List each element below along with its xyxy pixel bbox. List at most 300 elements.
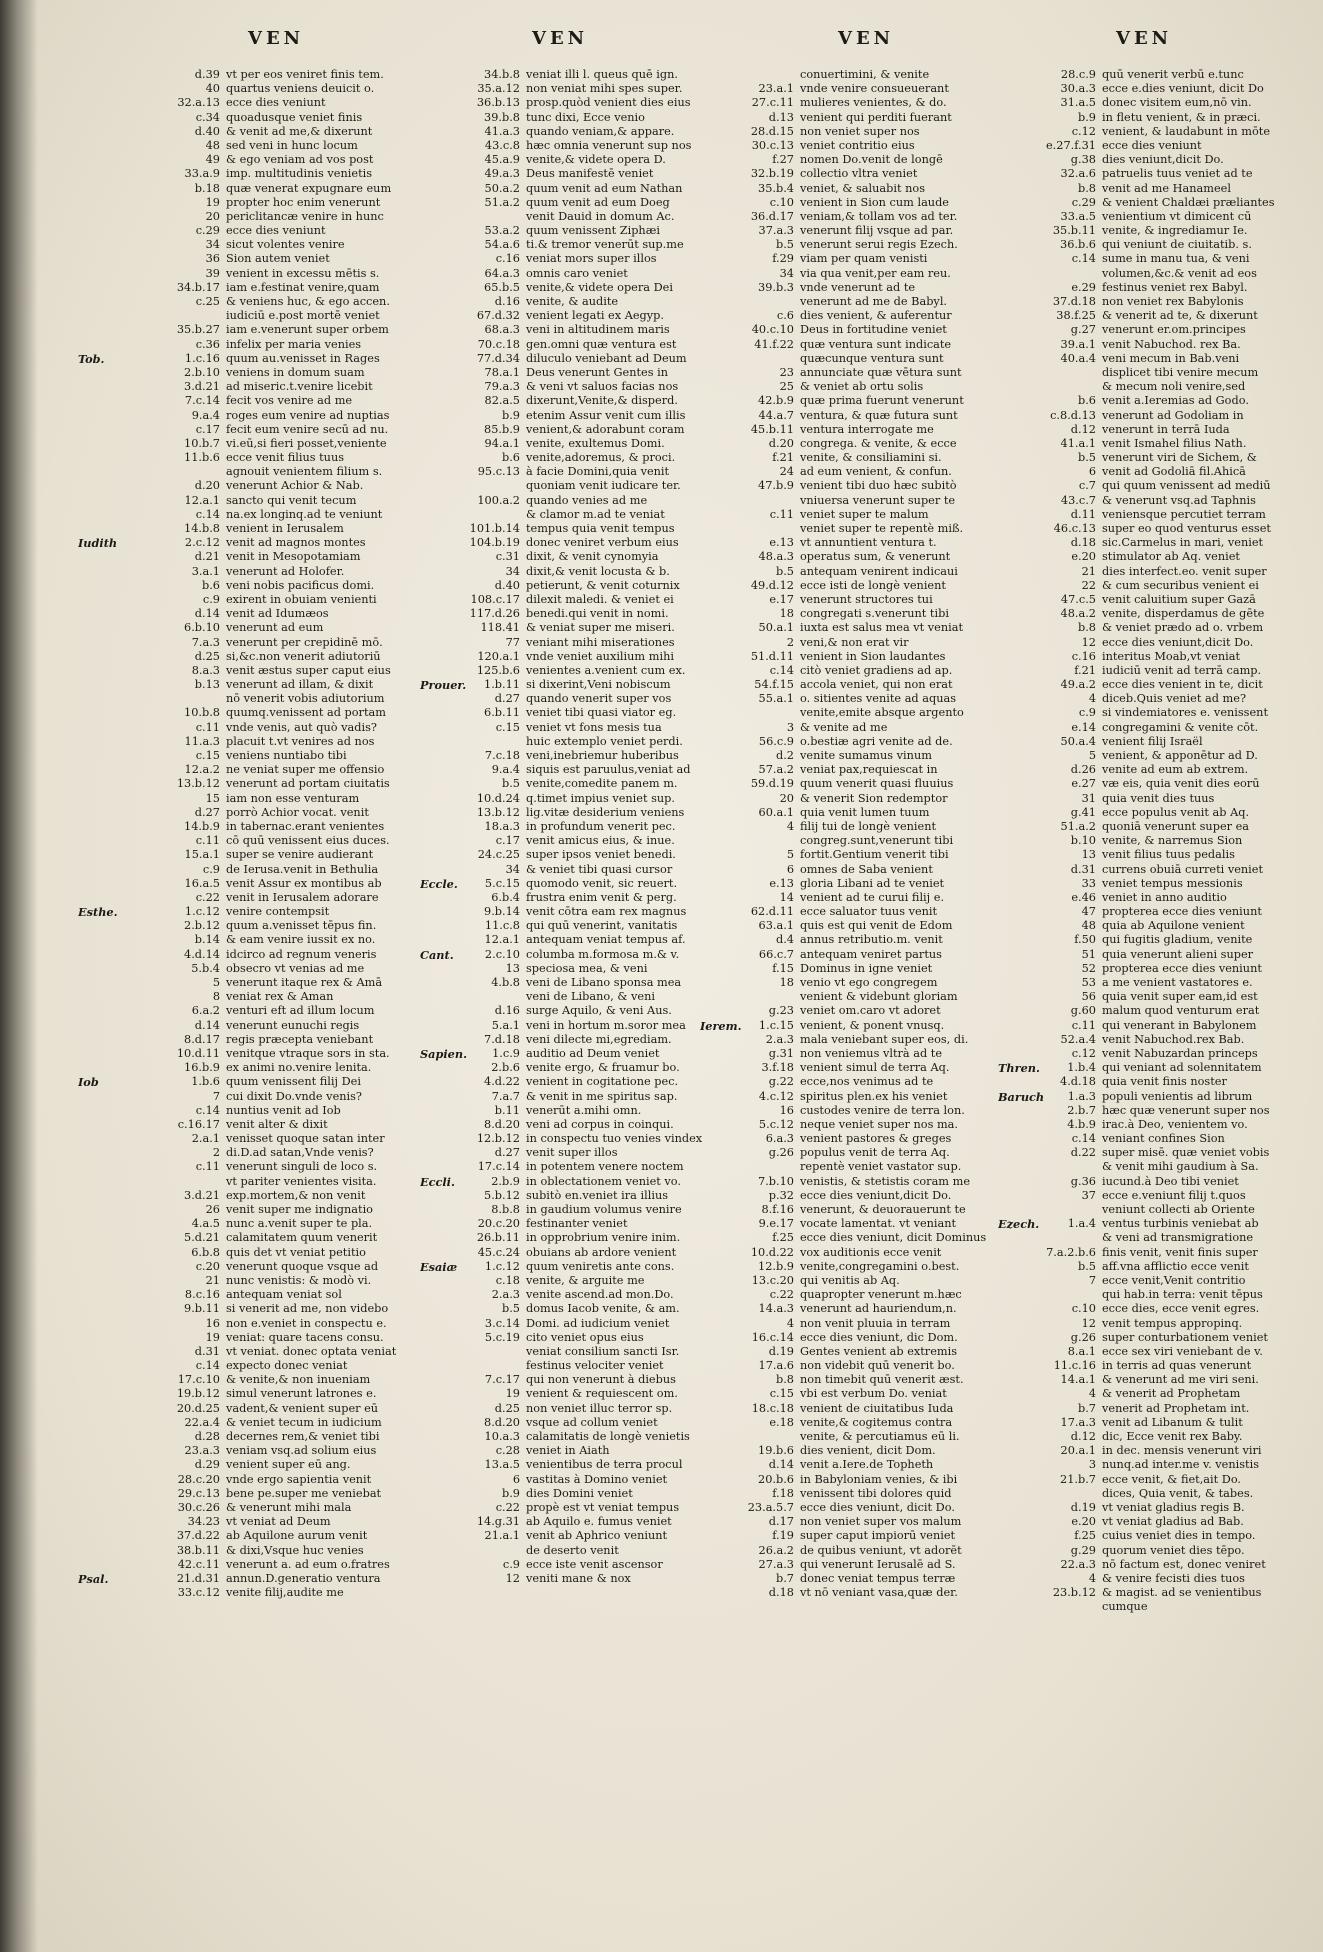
book-label	[700, 1160, 740, 1174]
book-label	[998, 792, 1038, 806]
book-label	[998, 1274, 1038, 1288]
quotation-text: festinus veniet rex Babyl.	[1102, 280, 1248, 294]
quotation-text: & venient Chaldæi præliantes	[1102, 195, 1275, 209]
verse-reference: g.27	[1070, 323, 1096, 337]
concordance-entry	[420, 465, 728, 479]
quotation-text: quumq.venissent ad portam	[226, 706, 386, 720]
book-label	[420, 593, 466, 607]
concordance-entry	[78, 948, 464, 962]
book-label	[998, 494, 1038, 508]
book-label: Eccli.	[420, 1174, 455, 1189]
quotation-text: qui fugitis gladium, venite	[1102, 933, 1253, 947]
quotation-text: venerunt viri de Sichem, &	[1102, 451, 1257, 465]
verse-reference: 4.b.9	[1067, 1117, 1096, 1131]
quotation-text: venient, & apponētur ad D.	[1102, 749, 1258, 762]
verse-reference: d.14	[194, 1018, 220, 1032]
verse-reference: c.36	[195, 337, 220, 351]
verse-reference: 22.a.4	[184, 1415, 220, 1429]
quotation-text: vnde ergo sapientia venit	[226, 1472, 372, 1486]
verse-reference: 34.b.8	[484, 68, 520, 81]
verse-reference: 53.a.2	[484, 224, 520, 238]
quotation-text: & eam venire iussit ex no.	[226, 933, 376, 947]
concordance-entry	[420, 763, 728, 777]
book-label	[700, 153, 740, 167]
concordance-entry	[998, 565, 1323, 579]
verse-reference: 25	[779, 380, 794, 394]
verse-reference: 49.a.2	[1060, 678, 1096, 692]
verse-reference	[466, 508, 526, 522]
concordance-entry	[700, 1146, 1040, 1160]
concordance-entry	[998, 1217, 1323, 1231]
book-label	[78, 1146, 138, 1160]
verse-reference: 52	[1081, 961, 1096, 975]
verse-reference: 118.41	[480, 621, 520, 635]
book-label	[700, 394, 740, 408]
concordance-entry	[420, 295, 728, 309]
quotation-text: sic.Carmelus in mari, veniet	[1102, 536, 1264, 550]
verse-reference: 37.a.3	[758, 224, 794, 238]
verse-reference: 34.b.17	[176, 280, 220, 294]
quotation-text: quæ venerat expugnare eum	[226, 181, 392, 195]
book-label	[78, 636, 138, 650]
concordance-entry	[998, 479, 1323, 493]
verse-reference: 50.a.2	[484, 181, 520, 195]
concordance-entry	[420, 579, 728, 593]
concordance-entry	[998, 1387, 1323, 1401]
quotation-text: auditio ad Deum veniet	[526, 1046, 660, 1060]
book-label	[700, 565, 740, 579]
concordance-entry	[700, 111, 1040, 125]
verse-reference: d.19	[768, 1344, 794, 1358]
book-label	[998, 508, 1038, 522]
quotation-text: antequam veniat sol	[226, 1288, 342, 1302]
quotation-text: veni dilecte mi,egrediam.	[526, 1032, 672, 1046]
concordance-entry	[700, 1061, 1040, 1075]
concordance-entry	[998, 1600, 1323, 1614]
book-label	[700, 1444, 740, 1458]
quotation-text: venire contempsit	[226, 905, 330, 919]
verse-reference	[1038, 366, 1102, 380]
book-label	[700, 1487, 740, 1501]
concordance-entry	[78, 153, 464, 167]
book-label	[700, 1558, 740, 1572]
concordance-entry	[700, 792, 1040, 806]
concordance-entry	[700, 182, 1040, 196]
book-label	[78, 252, 138, 266]
concordance-entry	[998, 607, 1323, 621]
book-label	[700, 96, 740, 110]
verse-reference: c.29	[1071, 195, 1096, 209]
quotation-text: veniant mihi miserationes	[526, 635, 675, 649]
quotation-text: venio vt ego congregem	[800, 976, 938, 989]
quotation-text: exp.mortem,& non venit	[226, 1188, 366, 1202]
verse-reference: 10.d.11	[176, 1046, 220, 1060]
concordance-entry	[998, 692, 1323, 706]
quotation-text: in oblectationem veniet vo.	[526, 1174, 681, 1188]
verse-reference: 19.b.12	[176, 1387, 220, 1401]
quotation-text: vastitas à Domino veniet	[526, 1472, 668, 1486]
quotation-text: vt per eos veniret finis tem.	[226, 68, 384, 81]
book-label	[78, 1387, 138, 1401]
book-label	[420, 224, 466, 238]
quotation-text: veni in altitudinem maris	[526, 323, 670, 337]
verse-reference: d.28	[194, 1430, 220, 1443]
concordance-entry	[420, 1274, 728, 1288]
book-label	[420, 267, 466, 281]
concordance-entry	[998, 1274, 1323, 1288]
book-label	[420, 338, 466, 352]
quotation-text: nomen Do.venit de longē	[800, 153, 943, 167]
concordance-entry	[998, 948, 1323, 962]
quotation-text: vocate lamentat. vt veniant	[800, 1217, 957, 1231]
book-label	[78, 1586, 138, 1600]
quotation-text: tempus quia venit tempus	[526, 522, 675, 535]
concordance-entry	[998, 1004, 1323, 1018]
quotation-text: veniensque percutiet terram	[1102, 507, 1266, 521]
book-label	[998, 1416, 1038, 1430]
verse-reference: 9.b.11	[184, 1302, 220, 1316]
quotation-text: venit ad Libanum & tulit	[1102, 1415, 1243, 1429]
verse-reference: d.13	[768, 110, 794, 124]
verse-reference	[1038, 1600, 1102, 1614]
quotation-text: gen.omni quæ ventura est	[526, 337, 677, 351]
verse-reference: d.16	[494, 295, 520, 308]
quotation-text: super eo quod venturus esset	[1102, 522, 1271, 535]
concordance-entry	[700, 863, 1040, 877]
verse-reference: 20.c.20	[477, 1217, 520, 1231]
concordance-entry	[700, 976, 1040, 990]
book-label	[78, 295, 138, 309]
book-label	[998, 1160, 1038, 1174]
book-label	[420, 238, 466, 252]
concordance-entry	[78, 494, 464, 508]
verse-reference: e.20	[1071, 550, 1096, 564]
verse-reference: b.11	[494, 1103, 520, 1117]
verse-reference: c.34	[195, 110, 220, 124]
verse-reference: e.13	[769, 536, 794, 550]
book-label	[78, 593, 138, 607]
concordance-entry	[998, 267, 1323, 281]
book-label	[78, 1061, 138, 1075]
quotation-text: venite, & narremus Sion	[1102, 834, 1243, 848]
concordance-entry	[998, 210, 1323, 224]
verse-reference: 43.c.8	[484, 138, 520, 152]
book-label	[420, 1090, 466, 1104]
book-label	[78, 820, 138, 834]
quotation-text: ab Aquilo e. fumus veniet	[526, 1515, 672, 1529]
quotation-text: non venit pluuia in terram	[800, 1316, 951, 1330]
concordance-entry	[998, 82, 1323, 96]
verse-reference: 48	[205, 138, 220, 152]
verse-reference: 16.b.9	[184, 1061, 220, 1075]
concordance-entry	[420, 238, 728, 252]
concordance-entry	[700, 607, 1040, 621]
quotation-text: ecce dies veniunt	[226, 96, 326, 110]
concordance-entry	[998, 777, 1323, 791]
quotation-text: venit alter & dixit	[226, 1117, 328, 1131]
quotation-text: etenim Assur venit cum illis	[526, 408, 686, 422]
book-label	[78, 465, 138, 479]
verse-reference: 7.c.18	[484, 749, 520, 762]
verse-reference: 28.c.9	[1060, 68, 1096, 81]
verse-reference: 32.b.19	[750, 167, 794, 181]
verse-reference: e.14	[1071, 720, 1096, 734]
quotation-text: subitò en.veniet ira illius	[526, 1188, 669, 1202]
quotation-text: venite,comedite panem m.	[526, 777, 678, 791]
quotation-text: venient in Ierusalem	[226, 522, 344, 535]
quotation-text: veniet contritio eius	[800, 138, 915, 152]
book-label	[78, 111, 138, 125]
concordance-entry	[78, 593, 464, 607]
book-label	[998, 933, 1038, 947]
verse-reference: 51.a.2	[1060, 819, 1096, 833]
book-label	[420, 650, 466, 664]
book-label	[420, 423, 466, 437]
book-label	[78, 1458, 138, 1472]
verse-reference: 6.a.2	[191, 1004, 220, 1018]
verse-reference	[466, 210, 526, 224]
quotation-text: & cum securibus venient ei	[1102, 578, 1259, 592]
verse-reference	[138, 1175, 226, 1189]
concordance-entry	[700, 281, 1040, 295]
concordance-entry	[420, 409, 728, 423]
book-label	[700, 252, 740, 266]
verse-reference: d.20	[768, 436, 794, 450]
verse-reference: c.8.d.13	[1050, 408, 1096, 422]
quotation-text: ecce dies veniunt	[1102, 138, 1202, 152]
quotation-text: donec veniret verbum eius	[526, 536, 679, 550]
concordance-entry	[700, 267, 1040, 281]
concordance-entry	[78, 82, 464, 96]
quotation-text: o.bestiæ agri venite ad de.	[800, 734, 953, 748]
quotation-text: & veniet tecum in iudicium	[226, 1415, 382, 1429]
book-label	[420, 1246, 466, 1260]
quotation-text: qui veniant ad solennitatem	[1102, 1061, 1262, 1075]
concordance-entry	[998, 1458, 1323, 1472]
quotation-text: venit æstus super caput eius	[226, 663, 391, 677]
book-label	[700, 877, 740, 891]
book-label	[700, 1047, 740, 1061]
book-label	[700, 479, 740, 493]
concordance-entry	[998, 1302, 1323, 1316]
verse-reference: 8.d.17	[184, 1032, 220, 1046]
concordance-entry	[420, 777, 728, 791]
book-label	[998, 210, 1038, 224]
book-label	[998, 877, 1038, 891]
quotation-text: non videbit quū venerit bo.	[800, 1359, 955, 1373]
verse-reference: 56	[1081, 990, 1096, 1004]
verse-reference	[740, 352, 800, 366]
book-label	[420, 1444, 466, 1458]
book-label	[420, 522, 466, 536]
quotation-text: venient,& adorabunt coram	[526, 422, 685, 436]
verse-reference: 34	[505, 862, 520, 876]
concordance-entry	[78, 394, 464, 408]
book-label	[998, 167, 1038, 181]
book-label	[998, 423, 1038, 437]
quotation-text: vt veniat gladius regis B.	[1102, 1500, 1245, 1514]
verse-reference: 21	[1081, 564, 1096, 578]
book-label	[78, 891, 138, 905]
concordance-entry	[700, 82, 1040, 96]
concordance-entry	[78, 636, 464, 650]
book-label	[78, 550, 138, 564]
book-label	[998, 749, 1038, 763]
verse-reference: 4	[1088, 1387, 1096, 1401]
concordance-entry	[700, 210, 1040, 224]
book-label	[998, 1033, 1038, 1047]
verse-reference: 17.a.3	[1060, 1415, 1096, 1429]
verse-reference: 41.a.3	[484, 124, 520, 138]
book-label	[700, 111, 740, 125]
concordance-entry	[998, 338, 1323, 352]
concordance-entry	[78, 1473, 464, 1487]
concordance-entry	[700, 777, 1040, 791]
concordance-column-1	[78, 68, 468, 1600]
book-label	[700, 1430, 740, 1444]
quotation-text: operatus sum, & venerunt	[800, 550, 951, 564]
quotation-text: quando venerit super vos	[526, 692, 672, 706]
concordance-entry	[78, 1544, 464, 1558]
quotation-text: venite, & ingrediamur Ie.	[1102, 224, 1248, 238]
book-label	[420, 1487, 466, 1501]
quotation-text: & venerunt mihi mala	[226, 1500, 352, 1514]
book-label	[420, 1416, 466, 1430]
verse-reference: 39.b.3	[758, 280, 794, 294]
concordance-entry	[700, 735, 1040, 749]
concordance-entry	[78, 905, 464, 919]
verse-reference: 26.b.11	[476, 1231, 520, 1245]
concordance-entry	[700, 1473, 1040, 1487]
verse-reference: b.8	[775, 1373, 794, 1387]
verse-reference	[466, 735, 526, 749]
book-label: Iudith	[78, 536, 118, 551]
quotation-text: væ eis, quia venit dies eorū	[1102, 777, 1260, 791]
book-label	[998, 153, 1038, 167]
verse-reference: 60.a.1	[758, 805, 794, 819]
quotation-text: porrò Achior vocat. venit	[226, 805, 369, 819]
verse-reference: 7.d.18	[484, 1032, 520, 1046]
quotation-text: nunc a.venit super te pla.	[226, 1217, 373, 1231]
quotation-text: quum venit ad eum Doeg	[526, 195, 670, 209]
book-label	[78, 323, 138, 337]
quotation-text: super ipsos veniet benedi.	[526, 848, 676, 862]
quotation-text: venite,& videte opera D.	[526, 153, 666, 167]
verse-reference: 4	[1088, 1571, 1096, 1585]
verse-reference	[740, 990, 800, 1004]
concordance-entry	[700, 522, 1040, 536]
concordance-entry	[78, 338, 464, 352]
concordance-entry	[420, 182, 728, 196]
book-label	[998, 1132, 1038, 1146]
concordance-entry	[78, 1444, 464, 1458]
verse-reference: g.38	[1070, 153, 1096, 167]
quotation-text: na.ex longinq.ad te veniunt	[226, 507, 383, 521]
verse-reference: 67.d.32	[476, 309, 520, 323]
quotation-text: quia venerunt alieni super	[1102, 947, 1254, 961]
book-label	[78, 1558, 138, 1572]
verse-reference: f.29	[772, 252, 794, 266]
concordance-entry	[78, 182, 464, 196]
quotation-text: à facie Domini,quia venit	[526, 465, 670, 479]
concordance-entry	[420, 1104, 728, 1118]
quotation-text: venerunt er.om.principes	[1102, 323, 1246, 337]
book-label	[78, 848, 138, 862]
concordance-entry	[700, 196, 1040, 210]
concordance-entry	[998, 437, 1323, 451]
concordance-entry	[78, 1501, 464, 1515]
verse-reference: c.11	[195, 1160, 220, 1174]
concordance-entry	[998, 1118, 1323, 1132]
book-label	[78, 1260, 138, 1274]
book-label	[78, 479, 138, 493]
running-header-4: VEN	[1116, 28, 1173, 49]
concordance-entry	[78, 721, 464, 735]
verse-reference: 1.c.12	[184, 905, 220, 919]
book-label	[420, 1146, 466, 1160]
quotation-text: vt annuntient ventura t.	[800, 536, 937, 550]
quotation-text: nunq.ad inter.me v. venistis	[1102, 1458, 1259, 1472]
verse-reference: b.10	[1070, 834, 1096, 848]
concordance-entry	[420, 1004, 728, 1018]
book-label	[700, 990, 740, 1004]
book-label	[420, 1373, 466, 1387]
quotation-text: & magist. ad se venientibus	[1102, 1586, 1262, 1600]
book-label	[700, 848, 740, 862]
concordance-entry	[700, 380, 1040, 394]
quotation-text: quoniā venerunt super ea	[1102, 819, 1250, 833]
book-label	[78, 650, 138, 664]
verse-reference: 7.a.3	[191, 635, 220, 649]
quotation-text: venit ad me Hanameel	[1102, 181, 1231, 195]
concordance-entry	[78, 1274, 464, 1288]
book-label	[998, 621, 1038, 635]
concordance-entry	[700, 1231, 1040, 1245]
verse-reference: c.11	[195, 720, 220, 734]
quotation-text: qui hab.in terra: venit tēpus	[1102, 1288, 1263, 1302]
quotation-text: Gentes venient ab extremis	[800, 1344, 958, 1358]
verse-reference: 101.b.14	[469, 522, 520, 535]
concordance-entry	[78, 423, 464, 437]
quotation-text: veniat mors super illos	[526, 252, 657, 266]
concordance-entry	[998, 1189, 1323, 1203]
quotation-text: qui quū venerint, vanitatis	[526, 919, 678, 933]
quotation-text: venit Nabuzardan princeps	[1102, 1046, 1258, 1060]
verse-reference: d.12	[1070, 422, 1096, 436]
book-label	[998, 550, 1038, 564]
verse-reference: 1.a.3	[1067, 1089, 1096, 1103]
book-label	[78, 1246, 138, 1260]
verse-reference: 2.c.10	[484, 947, 520, 961]
verse-reference	[138, 465, 226, 479]
quotation-text: qui venitis ab Aq.	[800, 1273, 900, 1287]
book-label	[700, 1274, 740, 1288]
quotation-text: congrega. & venite, & ecce	[800, 436, 957, 450]
concordance-entry	[78, 1118, 464, 1132]
verse-reference: 2.b.6	[491, 1061, 520, 1075]
book-label	[998, 948, 1038, 962]
book-label	[998, 1529, 1038, 1543]
verse-reference: 38.b.11	[176, 1543, 220, 1557]
concordance-entry	[78, 1572, 464, 1586]
concordance-entry	[78, 111, 464, 125]
quotation-text: iuxta est salus mea vt veniat	[800, 621, 964, 635]
quotation-text: & veni ad transmigratione	[1102, 1231, 1254, 1245]
quotation-text: roges eum venire ad nuptias	[226, 408, 390, 422]
book-label	[700, 1132, 740, 1146]
quotation-text: venerunt in terrā Iuda	[1102, 422, 1230, 436]
quotation-text: veni,inebriemur huberibus	[526, 749, 679, 762]
